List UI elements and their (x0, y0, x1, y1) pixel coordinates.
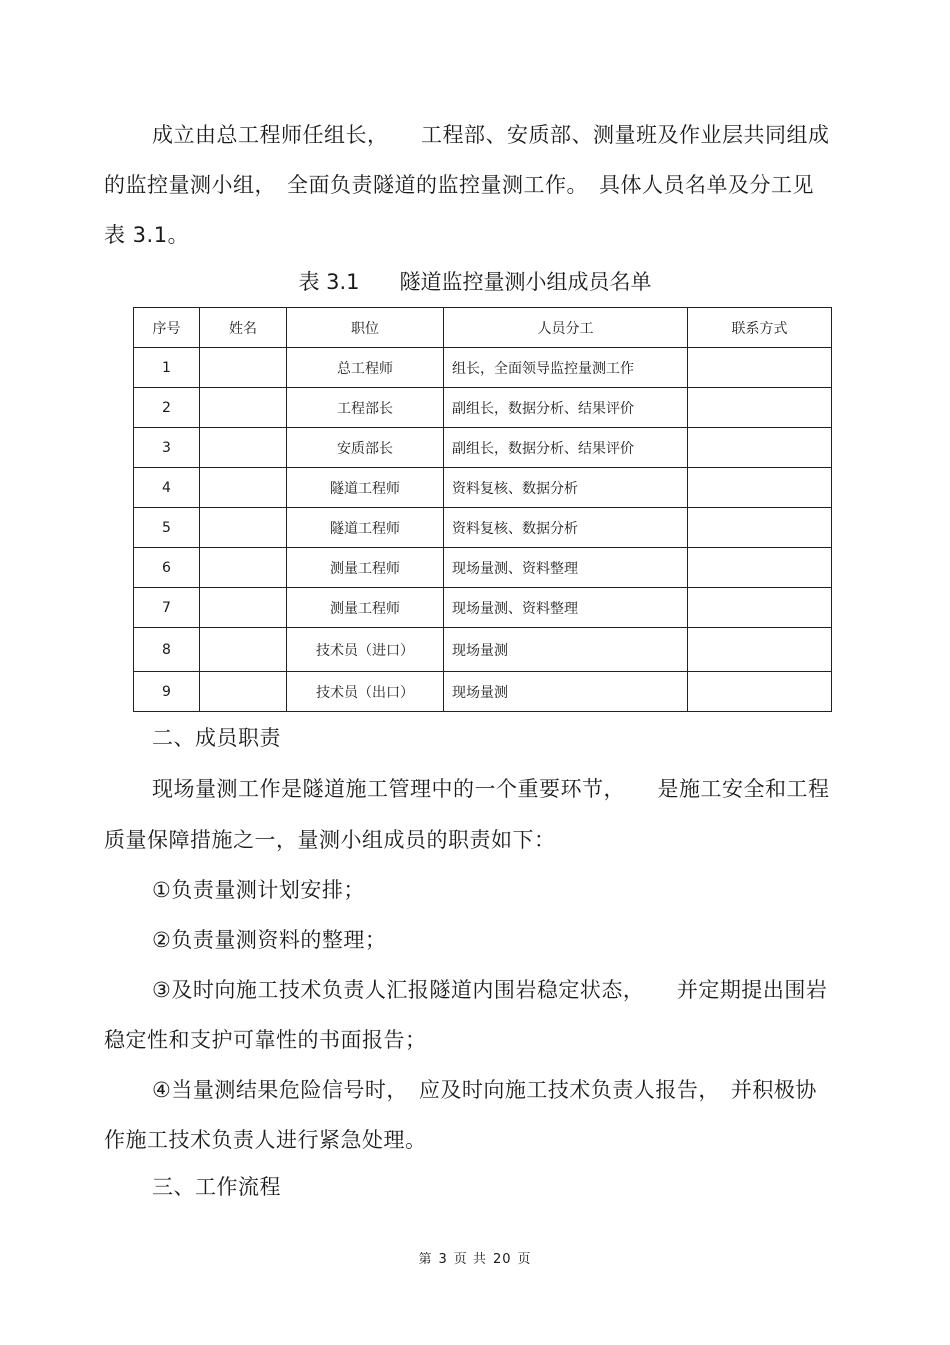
footer-mid: 页 共 (453, 1252, 487, 1267)
cell-contact (688, 428, 832, 468)
paragraph-line: 的监控量测小组， 全面负责隧道的监控量测工作。 具体人员名单及分工见 (104, 173, 814, 197)
paragraph-line: 成立由总工程师任组长， 工程部、安质部、测量班及作业层共同组成 (152, 123, 830, 147)
header-name: 姓名 (200, 308, 287, 348)
list-item: ④当量测结果危险信号时， 应及时向施工技术负责人报告， 并积极协 (152, 1078, 817, 1102)
header-duty: 人员分工 (444, 308, 688, 348)
table-row (134, 672, 832, 712)
cell-no: 5 (134, 508, 200, 548)
page-footer (0, 1248, 950, 1267)
table-number: 表 3.1 (298, 270, 360, 294)
cell-no: 3 (134, 428, 200, 468)
cell-position: 测量工程师 (287, 588, 444, 628)
cell-contact (688, 588, 832, 628)
cell-position: 隧道工程师 (287, 508, 444, 548)
table-row (134, 428, 832, 468)
table-caption (0, 268, 950, 296)
table-row (134, 468, 832, 508)
cell-contact (688, 388, 832, 428)
cell-contact (688, 508, 832, 548)
section-heading: 三、工作流程 (152, 1175, 281, 1199)
list-item: ①负责量测计划安排； (152, 878, 365, 902)
cell-no: 7 (134, 588, 200, 628)
header-no: 序号 (134, 308, 200, 348)
cell-name (200, 388, 287, 428)
list-item: ②负责量测资料的整理； (152, 928, 387, 952)
cell-position: 工程部长 (287, 388, 444, 428)
table-row (134, 348, 832, 388)
list-item-continuation: 作施工技术负责人进行紧急处理。 (104, 1128, 427, 1152)
cell-duty: 副组长，数据分析、结果评价 (444, 388, 688, 428)
cell-duty: 组长，全面领导监控量测工作 (444, 348, 688, 388)
header-position: 职位 (287, 308, 444, 348)
cell-name (200, 348, 287, 388)
cell-position: 总工程师 (287, 348, 444, 388)
paragraph-line: 质量保障措施之一，量测小组成员的职责如下： (104, 828, 556, 852)
cell-duty: 资料复核、数据分析 (444, 468, 688, 508)
cell-name (200, 588, 287, 628)
cell-no: 6 (134, 548, 200, 588)
cell-name (200, 672, 287, 712)
list-item: ③及时向施工技术负责人汇报隧道内围岩稳定状态， 并定期提出围岩 (152, 978, 828, 1002)
paragraph-line: 表 3.1。 (104, 223, 190, 247)
paragraph-line: 现场量测工作是隧道施工管理中的一个重要环节， 是施工安全和工程 (152, 777, 830, 801)
cell-position: 技术员（进口） (287, 628, 444, 672)
cell-name (200, 508, 287, 548)
cell-contact (688, 468, 832, 508)
cell-contact (688, 348, 832, 388)
table-row (134, 388, 832, 428)
footer-page-number: 3 (438, 1252, 448, 1267)
cell-duty: 副组长，数据分析、结果评价 (444, 428, 688, 468)
footer-page-total: 20 (492, 1252, 512, 1267)
cell-no: 2 (134, 388, 200, 428)
cell-contact (688, 628, 832, 672)
cell-no: 9 (134, 672, 200, 712)
cell-duty: 现场量测 (444, 628, 688, 672)
cell-duty: 现场量测、资料整理 (444, 588, 688, 628)
cell-name (200, 628, 287, 672)
table-row (134, 548, 832, 588)
cell-no: 8 (134, 628, 200, 672)
cell-position: 安质部长 (287, 428, 444, 468)
table-row (134, 508, 832, 548)
table-title: 隧道监控量测小组成员名单 (399, 270, 652, 294)
cell-contact (688, 548, 832, 588)
cell-duty: 现场量测、资料整理 (444, 548, 688, 588)
cell-duty: 资料复核、数据分析 (444, 508, 688, 548)
cell-position: 隧道工程师 (287, 468, 444, 508)
cell-name (200, 548, 287, 588)
cell-name (200, 468, 287, 508)
cell-duty: 现场量测 (444, 672, 688, 712)
footer-suffix: 页 (517, 1252, 532, 1267)
list-item-continuation: 稳定性和支护可靠性的书面报告； (104, 1028, 427, 1052)
cell-contact (688, 672, 832, 712)
section-heading: 二、成员职责 (152, 726, 281, 750)
table-row (134, 588, 832, 628)
footer-prefix: 第 (418, 1252, 433, 1267)
table-row (134, 628, 832, 672)
cell-name (200, 428, 287, 468)
header-contact: 联系方式 (688, 308, 832, 348)
table-header-row (134, 308, 832, 348)
cell-position: 测量工程师 (287, 548, 444, 588)
members-table (133, 307, 832, 712)
cell-no: 1 (134, 348, 200, 388)
cell-position: 技术员（出口） (287, 672, 444, 712)
cell-no: 4 (134, 468, 200, 508)
